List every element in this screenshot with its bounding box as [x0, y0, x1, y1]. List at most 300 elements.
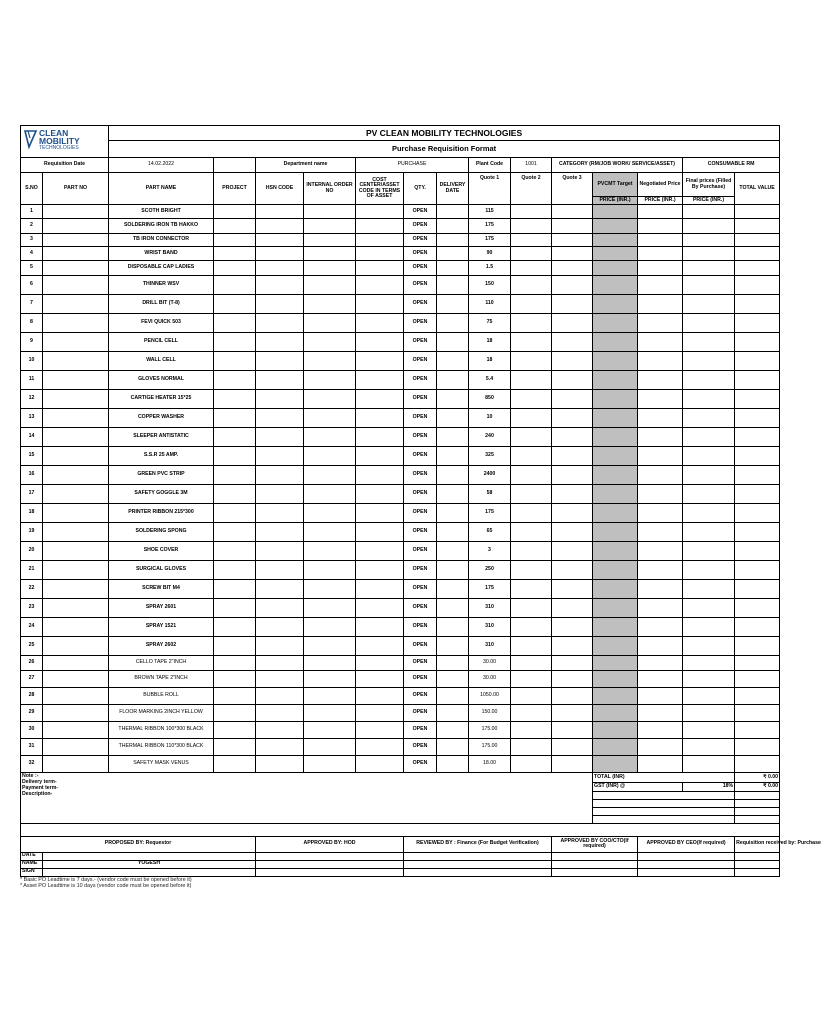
dept-value[interactable]: PURCHASE: [356, 158, 469, 173]
row-quote-2[interactable]: [511, 205, 552, 219]
row-hsn[interactable]: [256, 637, 304, 656]
row-internal-order[interactable]: [304, 705, 356, 722]
row-delivery[interactable]: [437, 580, 469, 599]
row-delivery[interactable]: [437, 504, 469, 523]
row-pvcmt-target[interactable]: [593, 656, 638, 671]
row-delivery[interactable]: [437, 247, 469, 261]
req-date-value[interactable]: 14.02.2022: [109, 158, 214, 173]
row-internal-order[interactable]: [304, 671, 356, 688]
row-internal-order[interactable]: [304, 637, 356, 656]
row-project[interactable]: [214, 561, 256, 580]
row-quote-2[interactable]: [511, 756, 552, 773]
row-cost-center[interactable]: [356, 688, 404, 705]
row-part-no[interactable]: [43, 295, 109, 314]
row-part-no[interactable]: [43, 485, 109, 504]
row-part-no[interactable]: [43, 504, 109, 523]
row-total-value[interactable]: [735, 295, 780, 314]
row-hsn[interactable]: [256, 756, 304, 773]
row-delivery[interactable]: [437, 656, 469, 671]
row-pvcmt-target[interactable]: [593, 504, 638, 523]
row-final-price[interactable]: [683, 637, 735, 656]
row-negotiated[interactable]: [638, 599, 683, 618]
row-project[interactable]: [214, 756, 256, 773]
row-delivery[interactable]: [437, 756, 469, 773]
row-quote-2[interactable]: [511, 739, 552, 756]
row-hsn[interactable]: [256, 428, 304, 447]
row-hsn[interactable]: [256, 542, 304, 561]
row-delivery[interactable]: [437, 466, 469, 485]
row-quote-3[interactable]: [552, 580, 593, 599]
row-negotiated[interactable]: [638, 390, 683, 409]
row-final-price[interactable]: [683, 561, 735, 580]
row-part-no[interactable]: [43, 523, 109, 542]
row-internal-order[interactable]: [304, 352, 356, 371]
row-hsn[interactable]: [256, 504, 304, 523]
row-quote-3[interactable]: [552, 756, 593, 773]
row-delivery[interactable]: [437, 705, 469, 722]
row-pvcmt-target[interactable]: [593, 409, 638, 428]
row-total-value[interactable]: [735, 688, 780, 705]
row-hsn[interactable]: [256, 447, 304, 466]
row-pvcmt-target[interactable]: [593, 671, 638, 688]
row-part-no[interactable]: [43, 756, 109, 773]
row-project[interactable]: [214, 409, 256, 428]
row-cost-center[interactable]: [356, 276, 404, 295]
row-part-no[interactable]: [43, 371, 109, 390]
row-cost-center[interactable]: [356, 656, 404, 671]
row-total-value[interactable]: [735, 561, 780, 580]
row-part-no[interactable]: [43, 261, 109, 276]
row-hsn[interactable]: [256, 219, 304, 234]
row-quote-2[interactable]: [511, 409, 552, 428]
row-quote-2[interactable]: [511, 580, 552, 599]
row-delivery[interactable]: [437, 314, 469, 333]
row-quote-3[interactable]: [552, 599, 593, 618]
row-part-no[interactable]: [43, 234, 109, 247]
row-internal-order[interactable]: [304, 756, 356, 773]
row-total-value[interactable]: [735, 599, 780, 618]
row-hsn[interactable]: [256, 390, 304, 409]
row-pvcmt-target[interactable]: [593, 542, 638, 561]
row-internal-order[interactable]: [304, 261, 356, 276]
row-cost-center[interactable]: [356, 371, 404, 390]
row-negotiated[interactable]: [638, 485, 683, 504]
row-final-price[interactable]: [683, 671, 735, 688]
row-cost-center[interactable]: [356, 756, 404, 773]
row-cost-center[interactable]: [356, 352, 404, 371]
row-final-price[interactable]: [683, 688, 735, 705]
row-internal-order[interactable]: [304, 371, 356, 390]
row-project[interactable]: [214, 656, 256, 671]
row-delivery[interactable]: [437, 688, 469, 705]
row-negotiated[interactable]: [638, 276, 683, 295]
row-final-price[interactable]: [683, 409, 735, 428]
row-pvcmt-target[interactable]: [593, 722, 638, 739]
row-pvcmt-target[interactable]: [593, 466, 638, 485]
row-part-no[interactable]: [43, 205, 109, 219]
row-internal-order[interactable]: [304, 656, 356, 671]
row-total-value[interactable]: [735, 205, 780, 219]
row-quote-2[interactable]: [511, 722, 552, 739]
row-delivery[interactable]: [437, 295, 469, 314]
row-quote-3[interactable]: [552, 234, 593, 247]
row-delivery[interactable]: [437, 261, 469, 276]
row-final-price[interactable]: [683, 247, 735, 261]
row-negotiated[interactable]: [638, 205, 683, 219]
row-cost-center[interactable]: [356, 671, 404, 688]
row-total-value[interactable]: [735, 722, 780, 739]
row-delivery[interactable]: [437, 390, 469, 409]
row-cost-center[interactable]: [356, 390, 404, 409]
row-cost-center[interactable]: [356, 504, 404, 523]
row-pvcmt-target[interactable]: [593, 333, 638, 352]
row-quote-2[interactable]: [511, 219, 552, 234]
row-project[interactable]: [214, 261, 256, 276]
row-total-value[interactable]: [735, 276, 780, 295]
row-pvcmt-target[interactable]: [593, 352, 638, 371]
row-hsn[interactable]: [256, 523, 304, 542]
row-cost-center[interactable]: [356, 428, 404, 447]
row-internal-order[interactable]: [304, 618, 356, 637]
row-final-price[interactable]: [683, 390, 735, 409]
row-project[interactable]: [214, 637, 256, 656]
row-quote-3[interactable]: [552, 447, 593, 466]
row-quote-2[interactable]: [511, 390, 552, 409]
row-total-value[interactable]: [735, 671, 780, 688]
row-project[interactable]: [214, 705, 256, 722]
row-part-no[interactable]: [43, 542, 109, 561]
row-cost-center[interactable]: [356, 234, 404, 247]
row-cost-center[interactable]: [356, 485, 404, 504]
row-final-price[interactable]: [683, 234, 735, 247]
row-total-value[interactable]: [735, 333, 780, 352]
row-hsn[interactable]: [256, 234, 304, 247]
row-internal-order[interactable]: [304, 722, 356, 739]
row-hsn[interactable]: [256, 599, 304, 618]
row-internal-order[interactable]: [304, 485, 356, 504]
row-negotiated[interactable]: [638, 314, 683, 333]
row-project[interactable]: [214, 523, 256, 542]
row-quote-3[interactable]: [552, 618, 593, 637]
row-total-value[interactable]: [735, 504, 780, 523]
row-negotiated[interactable]: [638, 466, 683, 485]
row-project[interactable]: [214, 333, 256, 352]
row-negotiated[interactable]: [638, 580, 683, 599]
row-cost-center[interactable]: [356, 637, 404, 656]
row-quote-2[interactable]: [511, 561, 552, 580]
row-hsn[interactable]: [256, 580, 304, 599]
row-hsn[interactable]: [256, 688, 304, 705]
row-pvcmt-target[interactable]: [593, 705, 638, 722]
row-hsn[interactable]: [256, 618, 304, 637]
row-negotiated[interactable]: [638, 637, 683, 656]
row-part-no[interactable]: [43, 409, 109, 428]
row-quote-2[interactable]: [511, 466, 552, 485]
notes-block[interactable]: [21, 773, 593, 823]
row-delivery[interactable]: [437, 542, 469, 561]
row-cost-center[interactable]: [356, 247, 404, 261]
row-total-value[interactable]: [735, 523, 780, 542]
row-total-value[interactable]: [735, 656, 780, 671]
row-quote-3[interactable]: [552, 371, 593, 390]
row-quote-3[interactable]: [552, 428, 593, 447]
category-value[interactable]: CONSUMABLE RM: [683, 158, 780, 173]
row-quote-3[interactable]: [552, 295, 593, 314]
row-quote-2[interactable]: [511, 637, 552, 656]
row-cost-center[interactable]: [356, 219, 404, 234]
row-quote-3[interactable]: [552, 205, 593, 219]
row-pvcmt-target[interactable]: [593, 247, 638, 261]
row-final-price[interactable]: [683, 295, 735, 314]
row-internal-order[interactable]: [304, 447, 356, 466]
row-delivery[interactable]: [437, 637, 469, 656]
row-final-price[interactable]: [683, 352, 735, 371]
row-project[interactable]: [214, 504, 256, 523]
date-requestor[interactable]: [43, 852, 256, 860]
row-negotiated[interactable]: [638, 705, 683, 722]
row-quote-2[interactable]: [511, 618, 552, 637]
row-pvcmt-target[interactable]: [593, 618, 638, 637]
row-part-no[interactable]: [43, 219, 109, 234]
row-quote-3[interactable]: [552, 247, 593, 261]
row-quote-2[interactable]: [511, 333, 552, 352]
row-delivery[interactable]: [437, 409, 469, 428]
row-pvcmt-target[interactable]: [593, 234, 638, 247]
row-quote-2[interactable]: [511, 295, 552, 314]
row-hsn[interactable]: [256, 656, 304, 671]
row-final-price[interactable]: [683, 485, 735, 504]
row-negotiated[interactable]: [638, 523, 683, 542]
row-part-no[interactable]: [43, 447, 109, 466]
row-final-price[interactable]: [683, 219, 735, 234]
row-project[interactable]: [214, 247, 256, 261]
row-cost-center[interactable]: [356, 542, 404, 561]
row-internal-order[interactable]: [304, 580, 356, 599]
row-final-price[interactable]: [683, 261, 735, 276]
row-final-price[interactable]: [683, 333, 735, 352]
row-hsn[interactable]: [256, 276, 304, 295]
row-cost-center[interactable]: [356, 314, 404, 333]
row-quote-3[interactable]: [552, 466, 593, 485]
row-quote-3[interactable]: [552, 542, 593, 561]
row-delivery[interactable]: [437, 428, 469, 447]
row-cost-center[interactable]: [356, 333, 404, 352]
row-cost-center[interactable]: [356, 739, 404, 756]
row-quote-3[interactable]: [552, 352, 593, 371]
row-final-price[interactable]: [683, 504, 735, 523]
row-quote-2[interactable]: [511, 599, 552, 618]
row-part-no[interactable]: [43, 688, 109, 705]
row-final-price[interactable]: [683, 618, 735, 637]
row-pvcmt-target[interactable]: [593, 447, 638, 466]
row-delivery[interactable]: [437, 523, 469, 542]
row-project[interactable]: [214, 371, 256, 390]
row-pvcmt-target[interactable]: [593, 637, 638, 656]
row-quote-2[interactable]: [511, 523, 552, 542]
row-internal-order[interactable]: [304, 247, 356, 261]
row-total-value[interactable]: [735, 314, 780, 333]
row-quote-2[interactable]: [511, 504, 552, 523]
row-internal-order[interactable]: [304, 561, 356, 580]
row-hsn[interactable]: [256, 261, 304, 276]
row-pvcmt-target[interactable]: [593, 580, 638, 599]
row-final-price[interactable]: [683, 466, 735, 485]
row-project[interactable]: [214, 352, 256, 371]
row-total-value[interactable]: [735, 580, 780, 599]
row-total-value[interactable]: [735, 618, 780, 637]
row-quote-3[interactable]: [552, 504, 593, 523]
row-quote-3[interactable]: [552, 333, 593, 352]
row-quote-3[interactable]: [552, 671, 593, 688]
row-project[interactable]: [214, 722, 256, 739]
row-quote-3[interactable]: [552, 314, 593, 333]
row-quote-2[interactable]: [511, 234, 552, 247]
row-internal-order[interactable]: [304, 523, 356, 542]
row-quote-3[interactable]: [552, 637, 593, 656]
row-project[interactable]: [214, 428, 256, 447]
row-final-price[interactable]: [683, 722, 735, 739]
row-internal-order[interactable]: [304, 314, 356, 333]
row-delivery[interactable]: [437, 561, 469, 580]
row-pvcmt-target[interactable]: [593, 688, 638, 705]
row-internal-order[interactable]: [304, 234, 356, 247]
row-total-value[interactable]: [735, 637, 780, 656]
row-cost-center[interactable]: [356, 618, 404, 637]
row-quote-2[interactable]: [511, 688, 552, 705]
row-quote-2[interactable]: [511, 705, 552, 722]
row-quote-3[interactable]: [552, 705, 593, 722]
row-negotiated[interactable]: [638, 247, 683, 261]
row-negotiated[interactable]: [638, 688, 683, 705]
row-hsn[interactable]: [256, 352, 304, 371]
row-pvcmt-target[interactable]: [593, 219, 638, 234]
row-quote-2[interactable]: [511, 261, 552, 276]
row-internal-order[interactable]: [304, 333, 356, 352]
row-cost-center[interactable]: [356, 705, 404, 722]
row-part-no[interactable]: [43, 352, 109, 371]
row-project[interactable]: [214, 466, 256, 485]
row-project[interactable]: [214, 295, 256, 314]
row-negotiated[interactable]: [638, 722, 683, 739]
row-final-price[interactable]: [683, 276, 735, 295]
row-project[interactable]: [214, 234, 256, 247]
row-quote-2[interactable]: [511, 542, 552, 561]
row-project[interactable]: [214, 390, 256, 409]
row-negotiated[interactable]: [638, 618, 683, 637]
row-internal-order[interactable]: [304, 599, 356, 618]
row-cost-center[interactable]: [356, 466, 404, 485]
row-project[interactable]: [214, 205, 256, 219]
row-delivery[interactable]: [437, 599, 469, 618]
row-internal-order[interactable]: [304, 428, 356, 447]
row-final-price[interactable]: [683, 580, 735, 599]
row-total-value[interactable]: [735, 542, 780, 561]
row-delivery[interactable]: [437, 333, 469, 352]
row-internal-order[interactable]: [304, 205, 356, 219]
row-negotiated[interactable]: [638, 333, 683, 352]
row-part-no[interactable]: [43, 705, 109, 722]
row-pvcmt-target[interactable]: [593, 428, 638, 447]
row-cost-center[interactable]: [356, 205, 404, 219]
row-internal-order[interactable]: [304, 504, 356, 523]
row-internal-order[interactable]: [304, 295, 356, 314]
row-cost-center[interactable]: [356, 599, 404, 618]
row-quote-3[interactable]: [552, 722, 593, 739]
row-pvcmt-target[interactable]: [593, 599, 638, 618]
row-pvcmt-target[interactable]: [593, 739, 638, 756]
row-delivery[interactable]: [437, 447, 469, 466]
row-internal-order[interactable]: [304, 409, 356, 428]
row-project[interactable]: [214, 219, 256, 234]
row-project[interactable]: [214, 688, 256, 705]
row-final-price[interactable]: [683, 314, 735, 333]
row-quote-3[interactable]: [552, 561, 593, 580]
row-total-value[interactable]: [735, 390, 780, 409]
row-quote-3[interactable]: [552, 219, 593, 234]
row-total-value[interactable]: [735, 219, 780, 234]
row-cost-center[interactable]: [356, 295, 404, 314]
row-quote-2[interactable]: [511, 247, 552, 261]
row-project[interactable]: [214, 739, 256, 756]
row-quote-2[interactable]: [511, 485, 552, 504]
row-total-value[interactable]: [735, 261, 780, 276]
row-delivery[interactable]: [437, 485, 469, 504]
row-part-no[interactable]: [43, 599, 109, 618]
requestor-name[interactable]: YOGESH: [43, 860, 256, 868]
row-project[interactable]: [214, 314, 256, 333]
row-total-value[interactable]: [735, 756, 780, 773]
row-final-price[interactable]: [683, 205, 735, 219]
row-total-value[interactable]: [735, 466, 780, 485]
row-final-price[interactable]: [683, 656, 735, 671]
row-internal-order[interactable]: [304, 466, 356, 485]
row-part-no[interactable]: [43, 722, 109, 739]
row-project[interactable]: [214, 276, 256, 295]
row-hsn[interactable]: [256, 722, 304, 739]
row-final-price[interactable]: [683, 447, 735, 466]
row-part-no[interactable]: [43, 671, 109, 688]
row-negotiated[interactable]: [638, 739, 683, 756]
row-delivery[interactable]: [437, 739, 469, 756]
row-hsn[interactable]: [256, 295, 304, 314]
row-pvcmt-target[interactable]: [593, 276, 638, 295]
row-pvcmt-target[interactable]: [593, 205, 638, 219]
row-hsn[interactable]: [256, 247, 304, 261]
row-total-value[interactable]: [735, 447, 780, 466]
row-final-price[interactable]: [683, 542, 735, 561]
row-pvcmt-target[interactable]: [593, 756, 638, 773]
row-total-value[interactable]: [735, 409, 780, 428]
row-negotiated[interactable]: [638, 561, 683, 580]
row-negotiated[interactable]: [638, 656, 683, 671]
row-part-no[interactable]: [43, 656, 109, 671]
row-total-value[interactable]: [735, 485, 780, 504]
row-quote-3[interactable]: [552, 261, 593, 276]
row-negotiated[interactable]: [638, 261, 683, 276]
row-quote-3[interactable]: [552, 276, 593, 295]
row-project[interactable]: [214, 671, 256, 688]
row-delivery[interactable]: [437, 618, 469, 637]
row-total-value[interactable]: [735, 247, 780, 261]
row-total-value[interactable]: [735, 352, 780, 371]
row-final-price[interactable]: [683, 739, 735, 756]
row-cost-center[interactable]: [356, 409, 404, 428]
row-delivery[interactable]: [437, 671, 469, 688]
row-delivery[interactable]: [437, 722, 469, 739]
row-delivery[interactable]: [437, 219, 469, 234]
row-cost-center[interactable]: [356, 523, 404, 542]
row-final-price[interactable]: [683, 705, 735, 722]
